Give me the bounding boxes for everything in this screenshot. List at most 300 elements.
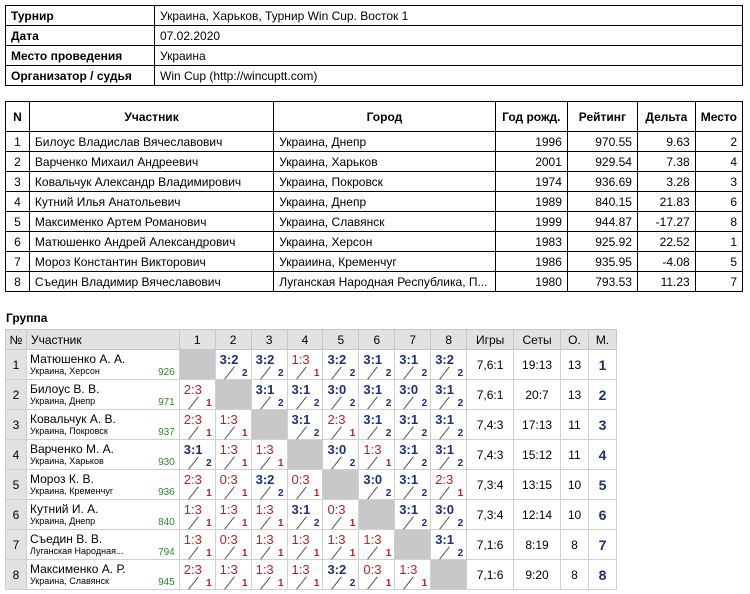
participant-cell: 4 <box>6 192 30 212</box>
match-result-cell[interactable] <box>323 350 359 380</box>
place-cell: 7 <box>588 530 616 560</box>
slash-divider <box>188 426 199 439</box>
match-score: 1:3 <box>327 532 346 547</box>
slash-divider <box>368 486 379 499</box>
place-cell: 6 <box>588 500 616 530</box>
slash-divider <box>188 396 199 409</box>
participant-row <box>6 192 743 212</box>
player-name: Билоус В. В. <box>29 382 100 396</box>
participant-cell: 3.28 <box>637 172 695 192</box>
group-cross-table <box>5 329 617 590</box>
match-result-cell[interactable] <box>287 410 323 440</box>
match-score: 3:2 <box>255 472 275 487</box>
slash-divider <box>188 516 199 529</box>
match-score: 3:0 <box>363 472 383 487</box>
match-result-cell[interactable] <box>251 560 287 590</box>
match-points: 1 <box>242 548 248 559</box>
participant-cell: -4.08 <box>637 252 695 272</box>
match-score: 3:1 <box>435 532 454 547</box>
match-result-cell[interactable] <box>359 350 395 380</box>
match-result-cell[interactable] <box>179 470 215 500</box>
participant-cell: 1986 <box>495 252 567 272</box>
place-cell: 1 <box>588 350 616 380</box>
match-result-cell[interactable] <box>215 410 251 440</box>
participant-cell: 11.23 <box>637 272 695 292</box>
match-points: 1 <box>313 488 320 499</box>
info-key: Турнир <box>6 6 155 26</box>
match-score: 3:0 <box>435 502 454 517</box>
player-cell <box>26 530 179 560</box>
slash-divider <box>296 396 307 409</box>
match-result-cell[interactable] <box>251 380 287 410</box>
match-result-cell[interactable] <box>431 380 467 410</box>
match-points: 1 <box>385 578 392 589</box>
match-result-cell[interactable] <box>323 410 359 440</box>
match-points: 1 <box>349 428 356 439</box>
match-points: 1 <box>277 518 284 529</box>
participant-cell: 3 <box>6 172 30 192</box>
match-points: 1 <box>349 548 356 559</box>
match-result-cell[interactable] <box>431 500 467 530</box>
row-number: 4 <box>6 440 27 470</box>
slash-divider <box>260 546 271 559</box>
diagonal-cell <box>395 530 431 560</box>
match-points: 2 <box>313 428 320 439</box>
match-score: 2:3 <box>183 412 202 427</box>
participant-cell: 2 <box>695 132 742 152</box>
match-points: 1 <box>206 548 212 559</box>
match-points: 2 <box>349 458 356 469</box>
participant-row <box>6 232 743 252</box>
match-result-cell[interactable] <box>359 470 395 500</box>
slash-divider <box>296 576 307 589</box>
player-cell <box>26 380 179 410</box>
match-score: 1:3 <box>255 502 274 517</box>
slash-divider <box>332 546 343 559</box>
games-cell: 7,6:1 <box>467 350 514 380</box>
tournament-info-table <box>5 5 743 86</box>
player-cell <box>26 350 179 380</box>
participant-cell: 1983 <box>495 232 567 252</box>
slash-divider <box>439 456 450 469</box>
match-score: 3:1 <box>291 412 311 427</box>
slash-divider <box>403 576 414 589</box>
match-score: 1:3 <box>219 562 238 577</box>
match-points: 1 <box>206 488 212 499</box>
slash-divider <box>260 396 271 409</box>
group-header: № <box>6 330 27 350</box>
match-points: 2 <box>277 398 284 409</box>
group-row <box>6 410 617 440</box>
info-value: Украина <box>155 46 743 66</box>
participant-cell: Билоус Владислав Вячеславович <box>29 132 273 152</box>
match-points: 2 <box>457 368 464 379</box>
participant-cell: 1 <box>695 232 742 252</box>
match-points: 2 <box>277 368 284 379</box>
slash-divider <box>368 576 379 589</box>
match-points: 2 <box>421 488 428 499</box>
participant-cell: 840.15 <box>567 192 637 212</box>
row-number: 7 <box>6 530 27 560</box>
group-header: 7 <box>395 330 431 350</box>
diagonal-cell <box>179 350 215 380</box>
info-value: Украина, Харьков, Турнир Win Cup. Восток 1 <box>155 6 743 26</box>
participant-cell: 944.87 <box>567 212 637 232</box>
place-cell: 5 <box>588 470 616 500</box>
slash-divider <box>296 426 307 439</box>
match-score: 3:0 <box>399 382 419 397</box>
match-score: 3:1 <box>435 382 454 397</box>
match-score: 1:3 <box>255 442 274 457</box>
match-points: 2 <box>457 518 464 529</box>
slash-divider <box>224 546 235 559</box>
match-result-cell[interactable] <box>395 410 431 440</box>
match-result-cell[interactable] <box>251 500 287 530</box>
place-cell: 4 <box>588 440 616 470</box>
match-result-cell[interactable] <box>323 560 359 590</box>
points-cell: 8 <box>561 560 589 590</box>
participant-cell: -17.27 <box>637 212 695 232</box>
match-result-cell[interactable] <box>215 470 251 500</box>
match-result-cell[interactable] <box>359 410 395 440</box>
player-name: Ковальчук А. В. <box>29 412 116 426</box>
match-score: 1:3 <box>291 562 310 577</box>
participant-cell: Украина, Славянск <box>274 212 495 232</box>
player-cell <box>26 440 179 470</box>
group-header: 3 <box>251 330 287 350</box>
info-row <box>6 26 743 46</box>
slash-divider <box>332 396 343 409</box>
match-points: 1 <box>206 398 212 409</box>
diagonal-cell <box>251 410 287 440</box>
match-result-cell[interactable] <box>179 560 215 590</box>
participant-cell: Украина, Днепр <box>274 132 495 152</box>
player-rating: 937 <box>158 427 175 438</box>
match-result-cell[interactable] <box>215 560 251 590</box>
participant-row <box>6 212 743 232</box>
match-points: 1 <box>457 488 464 499</box>
diagonal-cell <box>323 470 359 500</box>
match-points: 2 <box>385 368 392 379</box>
slash-divider <box>224 486 235 499</box>
points-cell: 13 <box>561 350 589 380</box>
match-result-cell[interactable] <box>287 470 323 500</box>
slash-divider <box>296 366 307 379</box>
row-number: 3 <box>6 410 27 440</box>
participant-cell: Луганская Народная Республика, П... <box>274 272 495 292</box>
match-result-cell[interactable] <box>179 500 215 530</box>
participants-header: Город <box>274 102 495 132</box>
participant-cell: Украина, Херсон <box>274 232 495 252</box>
participant-row <box>6 172 743 192</box>
match-points: 2 <box>457 398 464 409</box>
match-score: 2:3 <box>183 472 202 487</box>
match-points: 2 <box>242 368 248 379</box>
match-score: 3:1 <box>399 412 419 427</box>
match-result-cell[interactable] <box>251 440 287 470</box>
match-points: 1 <box>206 578 212 589</box>
participant-cell: 8 <box>6 272 30 292</box>
participant-cell: 1996 <box>495 132 567 152</box>
match-points: 2 <box>457 458 464 469</box>
match-result-cell[interactable] <box>431 530 467 560</box>
match-points: 1 <box>313 368 320 379</box>
player-rating: 840 <box>158 517 175 528</box>
match-score: 1:3 <box>291 352 310 367</box>
player-name: Варченко М. А. <box>29 442 115 456</box>
slash-divider <box>439 546 450 559</box>
match-result-cell[interactable] <box>215 530 251 560</box>
match-score: 3:0 <box>327 442 347 457</box>
match-points: 1 <box>242 518 248 529</box>
match-score: 2:3 <box>183 562 202 577</box>
player-city: Украина, Харьков <box>29 456 104 466</box>
player-city: Украина, Покровск <box>29 426 108 436</box>
match-result-cell[interactable] <box>287 350 323 380</box>
player-city: Украина, Кременчуг <box>29 486 114 496</box>
match-result-cell[interactable] <box>215 350 251 380</box>
match-score: 3:1 <box>363 382 383 397</box>
diagonal-cell <box>431 560 467 590</box>
match-points: 2 <box>421 458 428 469</box>
player-city: Луганская Народная... <box>29 546 124 556</box>
match-result-cell[interactable] <box>215 500 251 530</box>
slash-divider <box>403 456 414 469</box>
match-score: 1:3 <box>255 562 274 577</box>
slash-divider <box>224 576 235 589</box>
match-result-cell[interactable] <box>431 470 467 500</box>
participant-cell: 1974 <box>495 172 567 192</box>
match-points: 1 <box>242 428 248 439</box>
slash-divider <box>439 366 450 379</box>
slash-divider <box>332 456 343 469</box>
match-score: 1:3 <box>219 502 238 517</box>
slash-divider <box>260 576 271 589</box>
match-score: 1:3 <box>363 442 382 457</box>
slash-divider <box>403 516 414 529</box>
sets-cell: 15:12 <box>514 440 561 470</box>
participant-cell: 9.63 <box>637 132 695 152</box>
slash-divider <box>224 426 235 439</box>
slash-divider <box>439 396 450 409</box>
participant-cell: Украиина, Кременчуг <box>274 252 495 272</box>
participant-cell: Украина, Харьков <box>274 152 495 172</box>
match-result-cell[interactable] <box>215 440 251 470</box>
match-score: 3:2 <box>327 562 347 577</box>
match-result-cell[interactable] <box>179 530 215 560</box>
match-result-cell[interactable] <box>395 500 431 530</box>
match-score: 3:1 <box>399 472 419 487</box>
match-result-cell[interactable] <box>323 380 359 410</box>
info-row <box>6 46 743 66</box>
match-points: 2 <box>313 518 320 529</box>
participant-cell: 6 <box>6 232 30 252</box>
match-score: 1:3 <box>219 442 238 457</box>
sets-cell: 17:13 <box>514 410 561 440</box>
sets-cell: 19:13 <box>514 350 561 380</box>
group-header: 8 <box>431 330 467 350</box>
group-row <box>6 350 617 380</box>
match-result-cell[interactable] <box>323 500 359 530</box>
match-points: 2 <box>349 368 356 379</box>
diagonal-cell <box>287 440 323 470</box>
match-result-cell[interactable] <box>395 440 431 470</box>
slash-divider <box>439 486 450 499</box>
participant-cell: Мороз Константин Викторович <box>29 252 273 272</box>
slash-divider <box>296 546 307 559</box>
match-result-cell[interactable] <box>395 560 431 590</box>
match-result-cell[interactable] <box>287 380 323 410</box>
participant-cell: 925.92 <box>567 232 637 252</box>
match-result-cell[interactable] <box>395 470 431 500</box>
match-score: 3:1 <box>255 382 275 397</box>
match-result-cell[interactable] <box>359 380 395 410</box>
match-points: 2 <box>385 488 392 499</box>
group-title: Группа <box>6 311 48 325</box>
match-result-cell[interactable] <box>251 350 287 380</box>
player-rating: 971 <box>158 397 175 408</box>
player-rating: 936 <box>158 487 175 498</box>
match-points: 2 <box>277 488 284 499</box>
group-header: 2 <box>215 330 251 350</box>
match-points: 1 <box>421 578 428 589</box>
player-name: Кутний И. А. <box>29 502 99 516</box>
match-score: 2:3 <box>183 382 202 397</box>
player-name: Съедин В. В. <box>29 532 103 546</box>
match-points: 2 <box>385 398 392 409</box>
points-cell: 11 <box>561 410 589 440</box>
match-score: 3:2 <box>255 352 275 367</box>
participants-header: Дельта <box>637 102 695 132</box>
match-points: 2 <box>421 398 428 409</box>
slash-divider <box>368 396 379 409</box>
row-number: 1 <box>6 350 27 380</box>
match-score: 3:1 <box>291 382 311 397</box>
group-header: 1 <box>179 330 215 350</box>
participants-header: Рейтинг <box>567 102 637 132</box>
participant-cell: Съедин Владимир Вячеславович <box>29 272 273 292</box>
slash-divider <box>224 456 235 469</box>
slash-divider <box>260 516 271 529</box>
player-city: Украина, Днепр <box>29 396 96 406</box>
slash-divider <box>439 426 450 439</box>
match-score: 0:3 <box>291 472 310 487</box>
row-number: 8 <box>6 560 27 590</box>
match-result-cell[interactable] <box>359 440 395 470</box>
match-result-cell[interactable] <box>287 500 323 530</box>
participant-row <box>6 252 743 272</box>
match-points: 1 <box>313 578 320 589</box>
match-result-cell[interactable] <box>359 530 395 560</box>
match-points: 1 <box>242 488 248 499</box>
player-name: Матюшенко А. А. <box>29 352 126 366</box>
points-cell: 11 <box>561 440 589 470</box>
games-cell: 7,3:4 <box>467 470 514 500</box>
match-result-cell[interactable] <box>179 440 215 470</box>
match-score: 3:1 <box>435 412 454 427</box>
match-result-cell[interactable] <box>287 560 323 590</box>
match-score: 3:2 <box>327 352 347 367</box>
match-result-cell[interactable] <box>251 530 287 560</box>
slash-divider <box>403 366 414 379</box>
info-value: Win Cup (http://wincuptt.com) <box>155 66 743 86</box>
participant-cell: Максименко Артем Романович <box>29 212 273 232</box>
slash-divider <box>332 426 343 439</box>
match-result-cell[interactable] <box>395 350 431 380</box>
match-score: 0:3 <box>363 562 382 577</box>
match-score: 1:3 <box>363 532 382 547</box>
participant-cell: 3 <box>695 172 742 192</box>
match-result-cell[interactable] <box>431 440 467 470</box>
slash-divider <box>188 456 199 469</box>
match-result-cell[interactable] <box>359 560 395 590</box>
slash-divider <box>260 456 271 469</box>
row-number: 6 <box>6 500 27 530</box>
match-points: 1 <box>349 518 356 529</box>
match-result-cell[interactable] <box>251 470 287 500</box>
group-header: 5 <box>323 330 359 350</box>
match-points: 1 <box>277 458 284 469</box>
participant-cell: 5 <box>695 252 742 272</box>
group-row <box>6 530 617 560</box>
place-cell: 3 <box>588 410 616 440</box>
participant-cell: 1 <box>6 132 30 152</box>
match-result-cell[interactable] <box>431 350 467 380</box>
slash-divider <box>188 546 199 559</box>
participants-header: Год рожд. <box>495 102 567 132</box>
match-result-cell[interactable] <box>287 530 323 560</box>
match-score: 0:3 <box>219 532 238 547</box>
slash-divider <box>224 516 235 529</box>
match-result-cell[interactable] <box>179 410 215 440</box>
match-score: 2:3 <box>435 472 454 487</box>
match-score: 1:3 <box>399 562 418 577</box>
participants-header: Участник <box>29 102 273 132</box>
sets-cell: 8:19 <box>514 530 561 560</box>
match-result-cell[interactable] <box>431 410 467 440</box>
points-cell: 10 <box>561 470 589 500</box>
sets-cell: 12:14 <box>514 500 561 530</box>
match-points: 2 <box>313 398 320 409</box>
group-row <box>6 470 617 500</box>
match-result-cell[interactable] <box>323 530 359 560</box>
participant-cell: 2001 <box>495 152 567 172</box>
match-score: 2:3 <box>327 412 346 427</box>
match-result-cell[interactable] <box>323 440 359 470</box>
match-points: 2 <box>421 368 428 379</box>
group-header: О. <box>561 330 589 350</box>
match-result-cell[interactable] <box>395 380 431 410</box>
group-row <box>6 500 617 530</box>
match-points: 2 <box>206 458 212 469</box>
group-header: Сеты <box>514 330 561 350</box>
match-score: 3:1 <box>435 442 454 457</box>
games-cell: 7,3:4 <box>467 500 514 530</box>
info-key: Место проведения <box>6 46 155 66</box>
match-score: 1:3 <box>255 532 274 547</box>
player-name: Максименко А. Р. <box>29 562 126 576</box>
match-score: 3:1 <box>363 352 383 367</box>
slash-divider <box>224 366 235 379</box>
slash-divider <box>368 426 379 439</box>
player-city: Украина, Днепр <box>29 516 96 526</box>
match-points: 1 <box>206 428 212 439</box>
match-result-cell[interactable] <box>179 380 215 410</box>
player-cell <box>26 500 179 530</box>
participant-cell: 1999 <box>495 212 567 232</box>
group-header: 4 <box>287 330 323 350</box>
match-score: 3:1 <box>291 502 311 517</box>
